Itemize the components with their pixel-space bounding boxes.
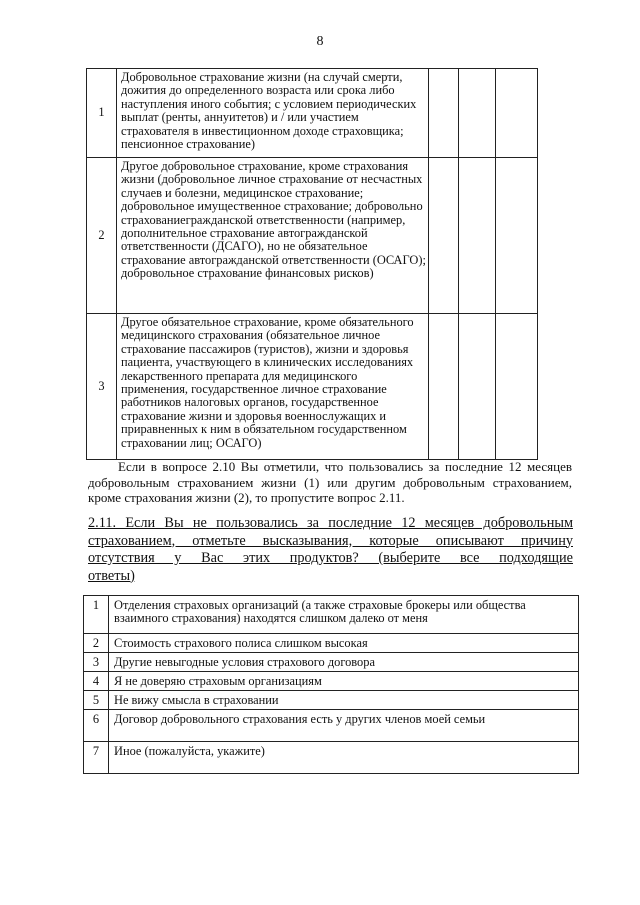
row-number: 3 — [87, 314, 117, 460]
option-number: 7 — [84, 742, 109, 774]
table-row — [87, 69, 538, 158]
row-text: Добровольное страхование жизни (на случай смерти, дожития до определенного возраста или срока либо наступления иного события; с условием периодических выплат (ренты, аннуитетов) и / или участием страхователя в инвестиционном доходе страховщика; пенсионное страхование) — [117, 69, 429, 158]
answer-cell[interactable] — [496, 158, 538, 314]
answer-cell[interactable] — [429, 158, 459, 314]
row-text: Другое добровольное страхование, кроме страхования жизни (добровольное личное страхование от несчастных случаев и болезни, медицинское страхование; добровольное имущественное страхование; добровольно страхованиегражданской ответственности (например, дополнительное страхование автогражданской ответственности (ДСАГО), но не обязательное страхование автогражданской ответственности (ОСАГО); добровольное страхование финансовых рисков) — [117, 158, 429, 314]
answer-cell[interactable] — [459, 314, 496, 460]
answer-cell[interactable] — [459, 69, 496, 158]
answer-cell[interactable] — [496, 314, 538, 460]
option-number: 2 — [84, 634, 109, 653]
option-text[interactable]: Я не доверяю страховым организациям — [109, 672, 579, 691]
table-row[interactable] — [84, 672, 579, 691]
option-text[interactable]: Иное (пожалуйста, укажите) — [109, 742, 579, 774]
table-row — [87, 158, 538, 314]
table-row[interactable] — [84, 634, 579, 653]
option-number: 3 — [84, 653, 109, 672]
skip-instruction: Если в вопросе 2.10 Вы отметили, что пользовались за последние 12 месяцев добровольным страхованием жизни (1) или другим добровольным страхованием, кроме страхования жизни (2), то пропустите вопрос 2.11. — [88, 459, 572, 505]
table-row[interactable] — [84, 710, 579, 742]
row-number: 2 — [87, 158, 117, 314]
table-row[interactable] — [84, 691, 579, 710]
table-row[interactable] — [84, 653, 579, 672]
table-row — [87, 314, 538, 460]
page-number: 8 — [316, 34, 324, 49]
answer-cell[interactable] — [459, 158, 496, 314]
option-text[interactable]: Не вижу смысла в страховании — [109, 691, 579, 710]
answer-cell[interactable] — [429, 314, 459, 460]
option-text[interactable]: Отделения страховых организаций (а также страховые брокеры или общества взаимного страхования) находятся слишком далеко от меня — [109, 596, 579, 634]
reasons-table — [83, 595, 579, 774]
option-text[interactable]: Договор добровольного страхования есть у других членов моей семьи — [109, 710, 579, 742]
answer-cell[interactable] — [429, 69, 459, 158]
row-text: Другое обязательное страхование, кроме обязательного медицинского страхования (обязательное личное страхование пассажиров (туристов), жизни и здоровья пациента, участвующего в клинических исследованиях лекарственного препарата для медицинского применения, государственное личное страхование работников налоговых органов, государственное страхование жизни и здоровья военнослужащих и приравненных к ним в обязательном государственном страховании лиц; ОСАГО) — [117, 314, 429, 460]
answer-cell[interactable] — [496, 69, 538, 158]
option-number: 1 — [84, 596, 109, 634]
option-number: 4 — [84, 672, 109, 691]
table-row[interactable] — [84, 596, 579, 634]
option-number: 5 — [84, 691, 109, 710]
table-row[interactable] — [84, 742, 579, 774]
option-text[interactable]: Другие невыгодные условия страхового договора — [109, 653, 579, 672]
option-number: 6 — [84, 710, 109, 742]
question-text-end: ответы) — [88, 567, 135, 584]
question-text: 2.11. Если Вы не пользовались за последние 12 месяцев добровольным страхованием, отметьте высказывания, которые описывают причину отсутствия у Вас этих продуктов? (выберите все подходящие — [88, 515, 573, 566]
question-2-11 — [88, 515, 573, 585]
option-text[interactable]: Стоимость страхового полиса слишком высокая — [109, 634, 579, 653]
row-number: 1 — [87, 69, 117, 158]
insurance-types-table — [86, 68, 538, 460]
